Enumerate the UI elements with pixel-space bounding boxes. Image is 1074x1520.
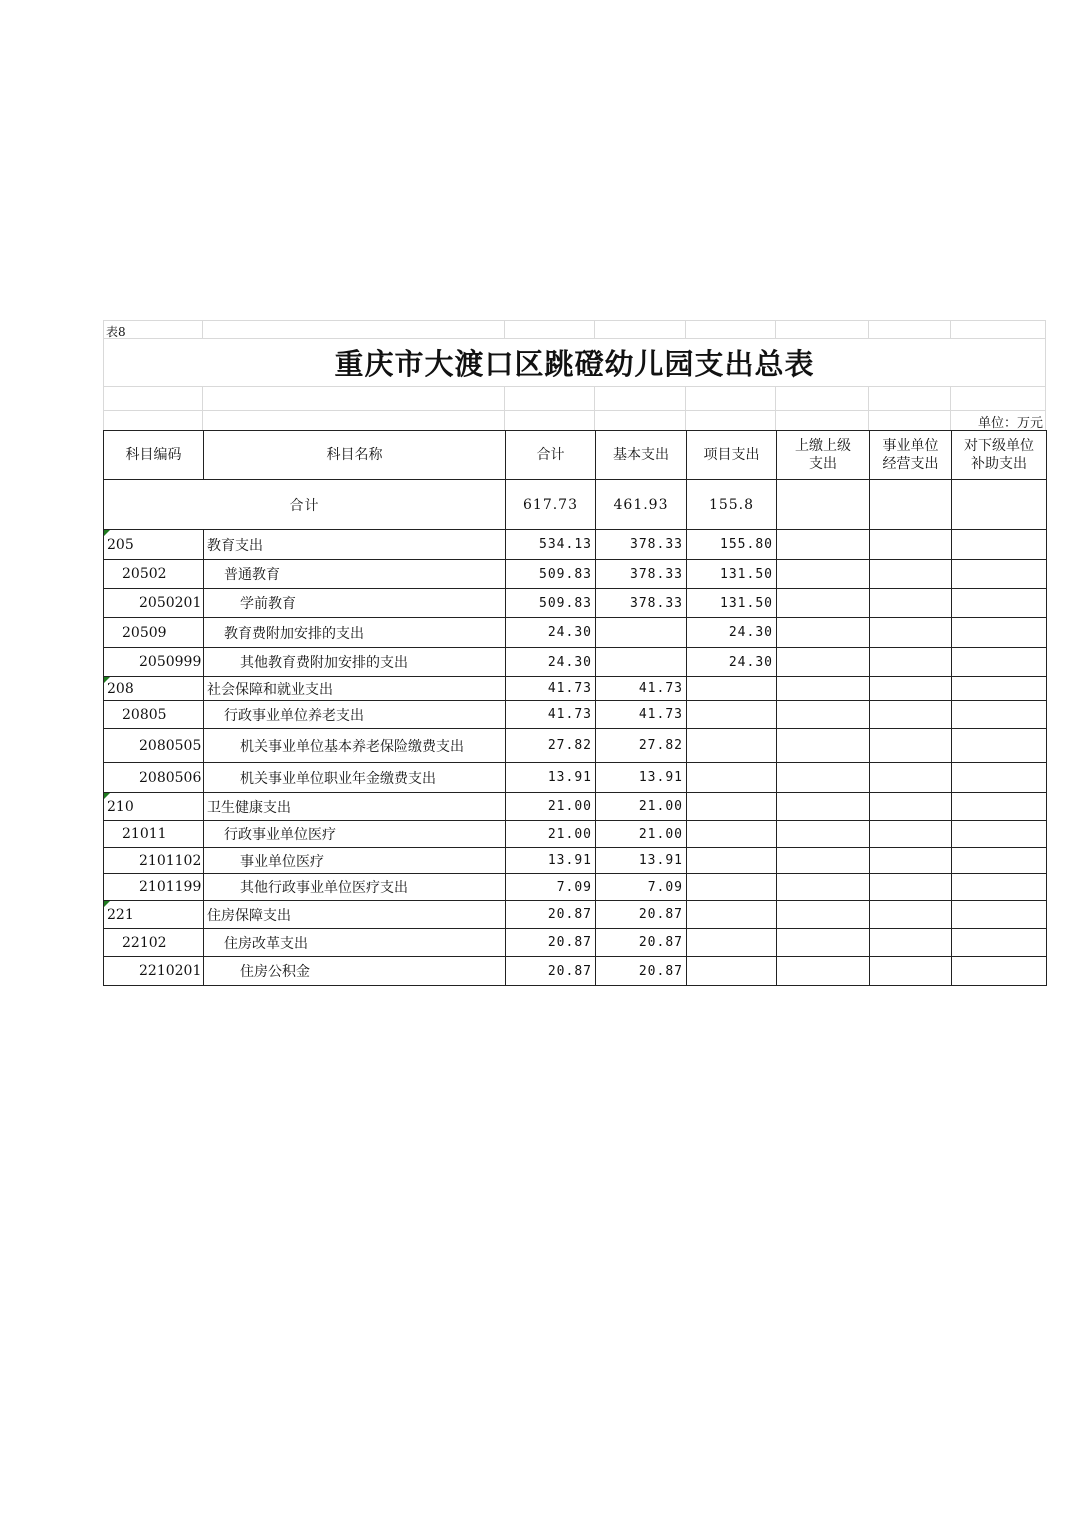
row-business: [870, 701, 952, 729]
table-row: [104, 874, 1047, 901]
header-upper-line2: 支出: [809, 456, 837, 472]
row-subsidy: [952, 901, 1047, 929]
row-project: [687, 763, 777, 793]
row-upper: [777, 560, 870, 589]
row-basic: 41.73: [596, 701, 687, 729]
row-upper: [777, 901, 870, 929]
row-name: 机关事业单位职业年金缴费支出: [204, 763, 506, 793]
row-total: 20.87: [506, 929, 596, 957]
table-row: [104, 929, 1047, 957]
gridline: [950, 320, 951, 338]
row-upper: [777, 929, 870, 957]
row-project: 24.30: [687, 618, 777, 648]
table-row: [104, 957, 1047, 986]
sheet-header-area: [103, 320, 1046, 430]
gridline: [594, 320, 595, 338]
row-total: 41.73: [506, 677, 596, 701]
table-row: [104, 648, 1047, 677]
row-subsidy: [952, 618, 1047, 648]
header-subsidy: [952, 431, 1047, 480]
gridline: [103, 410, 1046, 411]
row-code: 2080505: [104, 729, 204, 763]
row-code: 205: [104, 530, 204, 560]
gridline: [868, 320, 869, 338]
header-basic: 基本支出: [596, 431, 687, 480]
row-code: 20805: [104, 701, 204, 729]
table-row: [104, 821, 1047, 848]
row-total: 7.09: [506, 874, 596, 901]
row-name: 住房改革支出: [204, 929, 506, 957]
table-row: [104, 901, 1047, 929]
header-business-line2: 经营支出: [882, 456, 939, 472]
row-subsidy: [952, 821, 1047, 848]
total-row: [104, 480, 1047, 530]
row-total: 24.30: [506, 618, 596, 648]
row-project: 131.50: [687, 560, 777, 589]
gridline: [594, 386, 595, 430]
row-business: [870, 793, 952, 821]
header-subsidy-line2: 补助支出: [971, 456, 1027, 472]
header-project: 项目支出: [687, 431, 777, 480]
row-code: 2050201: [104, 589, 204, 618]
header-business: [870, 431, 952, 480]
row-total: 20.87: [506, 957, 596, 986]
row-business: [870, 763, 952, 793]
row-code: 2210201: [104, 957, 204, 986]
row-name: 机关事业单位基本养老保险缴费支出: [204, 729, 506, 763]
row-project: [687, 874, 777, 901]
row-subsidy: [952, 530, 1047, 560]
row-project: [687, 929, 777, 957]
row-name: 教育支出: [204, 530, 506, 560]
header-total: 合计: [506, 431, 596, 480]
gridline: [202, 386, 203, 430]
row-basic: [596, 618, 687, 648]
row-project: [687, 701, 777, 729]
row-project: [687, 848, 777, 874]
row-basic: 13.91: [596, 848, 687, 874]
row-name: 社会保障和就业支出: [204, 677, 506, 701]
header-upper: [777, 431, 870, 480]
expenditure-sheet: [103, 320, 1046, 980]
row-basic: 20.87: [596, 957, 687, 986]
table-row: [104, 677, 1047, 701]
row-code: 210: [104, 793, 204, 821]
row-business: [870, 874, 952, 901]
row-total: 534.13: [506, 530, 596, 560]
row-total: 41.73: [506, 701, 596, 729]
table-row: [104, 793, 1047, 821]
row-name: 住房保障支出: [204, 901, 506, 929]
row-total: 13.91: [506, 763, 596, 793]
row-project: 155.80: [687, 530, 777, 560]
gridline: [775, 320, 776, 338]
row-code: 221: [104, 901, 204, 929]
table-row: [104, 848, 1047, 874]
row-basic: 378.33: [596, 530, 687, 560]
row-subsidy: [952, 848, 1047, 874]
header-code: 科目编码: [104, 431, 204, 480]
table-row: [104, 560, 1047, 589]
expenditure-table: [103, 430, 1047, 986]
header-upper-line1: 上缴上级: [795, 438, 851, 454]
total-label: 合计: [104, 480, 506, 530]
row-business: [870, 901, 952, 929]
unit-label: 单位：万元: [977, 416, 1043, 431]
row-code: 22102: [104, 929, 204, 957]
row-upper: [777, 874, 870, 901]
row-name: 学前教育: [204, 589, 506, 618]
gridline: [103, 386, 1046, 387]
row-upper: [777, 648, 870, 677]
table-row: [104, 618, 1047, 648]
gridline: [103, 338, 1046, 339]
table-row: [104, 701, 1047, 729]
row-basic: 41.73: [596, 677, 687, 701]
row-upper: [777, 677, 870, 701]
row-code: 20509: [104, 618, 204, 648]
cell-marker-icon: [104, 677, 110, 683]
cell-marker-icon: [104, 530, 110, 536]
row-name: 教育费附加安排的支出: [204, 618, 506, 648]
row-business: [870, 560, 952, 589]
table-body: [104, 530, 1047, 986]
row-subsidy: [952, 874, 1047, 901]
row-upper: [777, 957, 870, 986]
row-upper: [777, 793, 870, 821]
row-upper: [777, 763, 870, 793]
row-code: 21011: [104, 821, 204, 848]
row-subsidy: [952, 560, 1047, 589]
row-business: [870, 589, 952, 618]
row-basic: 13.91: [596, 763, 687, 793]
gridline: [685, 320, 686, 338]
row-total: 27.82: [506, 729, 596, 763]
cell-marker-icon: [104, 793, 110, 799]
row-project: 131.50: [687, 589, 777, 618]
row-basic: 20.87: [596, 901, 687, 929]
row-code: 20502: [104, 560, 204, 589]
row-code: 2050999: [104, 648, 204, 677]
row-subsidy: [952, 957, 1047, 986]
row-name: 其他教育费附加安排的支出: [204, 648, 506, 677]
row-name: 卫生健康支出: [204, 793, 506, 821]
row-basic: 21.00: [596, 793, 687, 821]
total-basic: 461.93: [596, 480, 687, 530]
header-subsidy-line1: 对下级单位: [964, 438, 1034, 454]
gridline: [504, 320, 505, 338]
row-business: [870, 729, 952, 763]
gridline: [775, 386, 776, 430]
total-upper: [777, 480, 870, 530]
row-project: [687, 957, 777, 986]
row-total: 509.83: [506, 560, 596, 589]
row-subsidy: [952, 648, 1047, 677]
total-total: 617.73: [506, 480, 596, 530]
row-basic: 378.33: [596, 589, 687, 618]
gridline: [685, 386, 686, 430]
row-upper: [777, 821, 870, 848]
row-upper: [777, 701, 870, 729]
row-subsidy: [952, 701, 1047, 729]
row-business: [870, 530, 952, 560]
row-basic: 20.87: [596, 929, 687, 957]
page-title: 重庆市大渡口区跳磴幼儿园支出总表: [334, 347, 815, 381]
row-upper: [777, 589, 870, 618]
row-subsidy: [952, 763, 1047, 793]
sheet-tag: 表8: [106, 325, 126, 339]
gridline: [950, 386, 951, 430]
row-upper: [777, 729, 870, 763]
table-header-row: [104, 431, 1047, 480]
row-project: [687, 901, 777, 929]
header-name: 科目名称: [204, 431, 506, 480]
gridline: [868, 386, 869, 430]
row-business: [870, 677, 952, 701]
row-name: 其他行政事业单位医疗支出: [204, 874, 506, 901]
row-name: 行政事业单位养老支出: [204, 701, 506, 729]
row-project: 24.30: [687, 648, 777, 677]
row-business: [870, 848, 952, 874]
row-name: 住房公积金: [204, 957, 506, 986]
table-row: [104, 729, 1047, 763]
row-total: 24.30: [506, 648, 596, 677]
total-business: [870, 480, 952, 530]
row-name: 行政事业单位医疗: [204, 821, 506, 848]
row-basic: 378.33: [596, 560, 687, 589]
total-subsidy: [952, 480, 1047, 530]
gridline: [103, 320, 1046, 321]
header-business-line1: 事业单位: [882, 438, 939, 454]
row-total: 21.00: [506, 821, 596, 848]
row-subsidy: [952, 793, 1047, 821]
row-basic: 7.09: [596, 874, 687, 901]
row-basic: [596, 648, 687, 677]
gridline: [202, 320, 203, 338]
row-business: [870, 618, 952, 648]
gridline: [504, 386, 505, 430]
row-name: 普通教育: [204, 560, 506, 589]
row-business: [870, 957, 952, 986]
row-project: [687, 821, 777, 848]
row-upper: [777, 848, 870, 874]
row-subsidy: [952, 729, 1047, 763]
table-row: [104, 530, 1047, 560]
row-code: 2101199: [104, 874, 204, 901]
row-name: 事业单位医疗: [204, 848, 506, 874]
row-subsidy: [952, 589, 1047, 618]
row-basic: 21.00: [596, 821, 687, 848]
table-row: [104, 589, 1047, 618]
row-code: 208: [104, 677, 204, 701]
total-project: 155.8: [687, 480, 777, 530]
row-subsidy: [952, 929, 1047, 957]
row-total: 509.83: [506, 589, 596, 618]
row-total: 13.91: [506, 848, 596, 874]
row-code: 2080506: [104, 763, 204, 793]
row-total: 20.87: [506, 901, 596, 929]
row-project: [687, 793, 777, 821]
row-upper: [777, 530, 870, 560]
row-subsidy: [952, 677, 1047, 701]
row-total: 21.00: [506, 793, 596, 821]
row-business: [870, 821, 952, 848]
row-project: [687, 677, 777, 701]
row-project: [687, 729, 777, 763]
row-business: [870, 648, 952, 677]
table-row: [104, 763, 1047, 793]
row-upper: [777, 618, 870, 648]
row-basic: 27.82: [596, 729, 687, 763]
row-code: 2101102: [104, 848, 204, 874]
row-business: [870, 929, 952, 957]
cell-marker-icon: [104, 901, 110, 907]
